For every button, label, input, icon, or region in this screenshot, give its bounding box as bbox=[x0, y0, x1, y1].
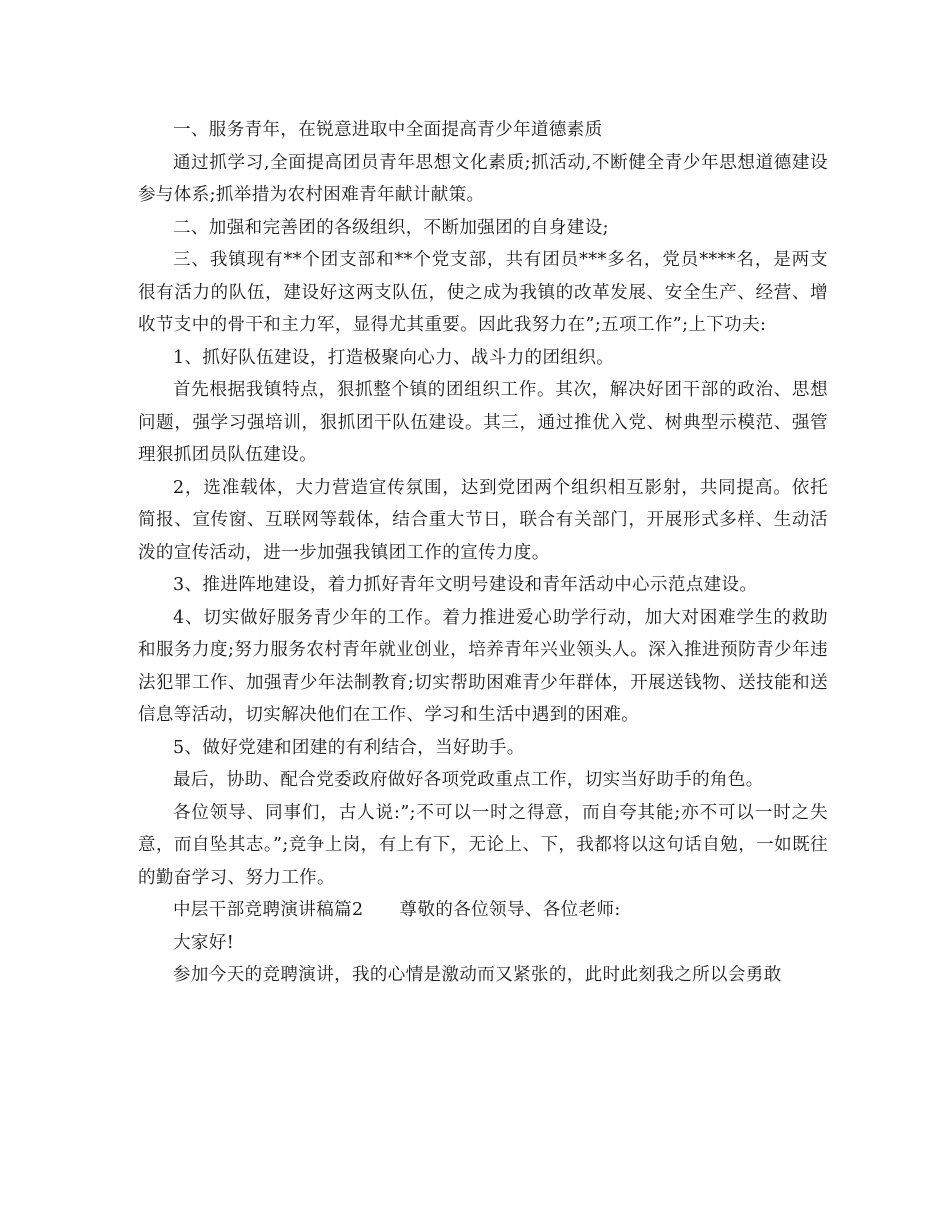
document-body bbox=[138, 114, 828, 992]
speech-salutation: 尊敬的各位领导、各位老师: bbox=[399, 900, 621, 920]
paragraph-quote: 各位领导、同事们，古人说:”;不可以一时之得意，而自夸其能;亦不可以一时之失意，而自坠其志。”;竞争上岗，有上有下，无论上、下，我都将以这句话自勉，一如既往的勤奋学习、努力工作。 bbox=[138, 802, 828, 888]
paragraph-item-three: 3、推进阵地建设，着力抓好青年文明号建设和青年活动中心示范点建设。 bbox=[173, 575, 758, 595]
paragraph-item-two: 2，选准载体，大力营造宣传氛围，达到党团两个组织相互影射，共同提高。依托简报、宣传窗、互联网等载体，结合重大节日，联合有关部门，开展形式多样、生动活泼的宣传活动，进一步加强我镇团工作的宣传力度。 bbox=[138, 477, 828, 563]
paragraph-item-one-detail: 首先根据我镇特点，狠抓整个镇的团组织工作。其次，解决好团干部的政治、思想问题，强学习强培训，狠抓团干队伍建设。其三，通过推优入党、树典型示模范、强管理狠抓团员队伍建设。 bbox=[138, 380, 828, 465]
paragraph-section-one-heading: 一、服务青年，在锐意进取中全面提高青少年道德素质 bbox=[173, 120, 603, 140]
paragraph-study-activities: 通过抓学习,全面提高团员青年思想文化素质;抓活动,不断健全青少年思想道德建设参与体系;抓举措为农村困难青年献计献策。 bbox=[138, 152, 828, 205]
paragraph-section-three: 三、我镇现有**个团支部和**个党支部，共有团员***多名，党员****名，是两支很有活力的队伍，建设好这两支队伍，使之成为我镇的改革发展、安全生产、经营、增收节支中的骨干和主力军，显得尤其重要。因此我努力在”;五项工作”;上下功夫: bbox=[138, 250, 828, 335]
speech-title: 中层干部竞聘演讲稿篇2 bbox=[173, 900, 364, 920]
heading-line bbox=[138, 894, 828, 927]
greeting: 大家好! bbox=[173, 932, 235, 953]
paragraph-item-one: 1、抓好队伍建设，打造极聚向心力、战斗力的团组织。 bbox=[173, 347, 615, 368]
paragraph-closing: 参加今天的竞聘演讲，我的心情是激动而又紧张的，此时此刻我之所以会勇敢 bbox=[173, 965, 782, 985]
paragraph-finally: 最后，协助、配合党委政府做好各项党政重点工作，切实当好助手的角色。 bbox=[173, 770, 764, 790]
paragraph-item-five: 5、做好党建和团建的有利结合，当好助手。 bbox=[173, 737, 525, 758]
paragraph-item-four: 4、切实做好服务青少年的工作。着力推进爱心助学行动，加大对困难学生的救助和服务力度;努力服务农村青年就业创业，培养青年兴业领头人。深入推进预防青少年违法犯罪工作、加强青少年法制教育;切实帮助困难青少年群体，开展送钱物、送技能和送信息等活动，切实解决他们在工作、学习和生活中遇到的困难。 bbox=[138, 607, 828, 725]
paragraph-section-two-heading: 二、加强和完善团的各级组织，不断加强团的自身建设; bbox=[173, 217, 609, 238]
